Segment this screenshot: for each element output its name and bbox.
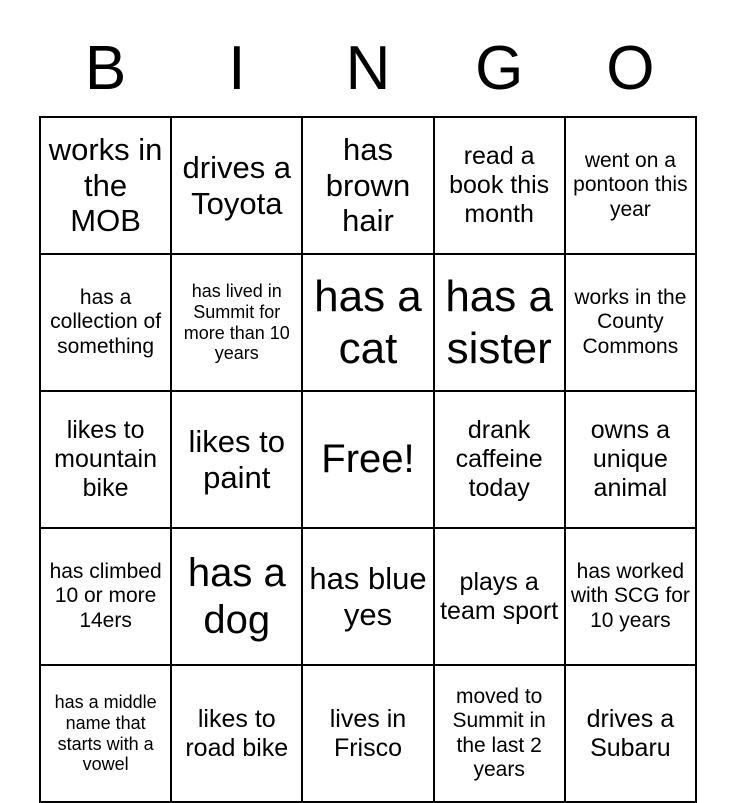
bingo-cell[interactable] [565, 665, 696, 802]
bingo-cell-label: drank caffeine today [455, 416, 543, 502]
bingo-cell-label: has a dog [187, 551, 286, 642]
bingo-cell[interactable] [302, 117, 433, 254]
bingo-cell-label: drives a Subaru [586, 704, 675, 762]
bingo-cell-label: has climbed 10 or more 14ers [49, 559, 162, 632]
bingo-cell-label: read a book this month [449, 142, 550, 228]
bingo-cell[interactable] [171, 665, 302, 802]
header-letter-n: N [345, 34, 391, 103]
bingo-cell-label: has a sister [445, 272, 553, 373]
bingo-cell-label: moved to Summit in the last 2 years [452, 684, 546, 781]
bingo-row [40, 391, 696, 528]
bingo-cell[interactable] [565, 117, 696, 254]
bingo-cell[interactable] [171, 391, 302, 528]
bingo-cell-label: has brown hair [325, 131, 411, 239]
bingo-header [40, 0, 696, 108]
header-letter-i: I [228, 34, 246, 103]
bingo-grid [39, 116, 697, 803]
bingo-cell[interactable] [40, 117, 171, 254]
bingo-cell-label: plays a team sport [440, 567, 559, 625]
bingo-cell-label: likes to paint [188, 423, 286, 495]
bingo-cell[interactable] [171, 117, 302, 254]
bingo-cell[interactable] [302, 254, 433, 391]
bingo-cell-label: has a middle name that starts with a vowel [54, 691, 157, 775]
bingo-cell[interactable] [171, 254, 302, 391]
bingo-row [40, 528, 696, 665]
bingo-cell-label: lives in Frisco [329, 704, 407, 762]
header-letter-g: G [475, 34, 524, 103]
bingo-cell-label: owns a unique animal [590, 416, 670, 502]
bingo-cell-label: has worked with SCG for 10 years [570, 559, 690, 632]
bingo-cell-label: works in the MOB [48, 131, 163, 239]
bingo-cell-label: has lived in Summit for more than 10 years [183, 280, 290, 364]
bingo-cell[interactable] [40, 254, 171, 391]
bingo-cell-label: Free! [321, 437, 415, 482]
bingo-cell-label: has blue yes [309, 560, 427, 632]
bingo-cell[interactable] [434, 528, 565, 665]
bingo-cell[interactable] [40, 391, 171, 528]
bingo-cell[interactable] [302, 665, 433, 802]
header-letter-o: O [606, 34, 655, 103]
bingo-cell-label: has a collection of something [50, 285, 162, 358]
bingo-cell-label: went on a pontoon this year [573, 148, 688, 221]
bingo-cell-label: likes to road bike [185, 704, 289, 762]
bingo-cell[interactable] [434, 117, 565, 254]
bingo-cell-free[interactable] [302, 391, 433, 528]
bingo-cell[interactable] [171, 528, 302, 665]
bingo-cell[interactable] [565, 391, 696, 528]
bingo-cell[interactable] [434, 665, 565, 802]
bingo-cell-label: drives a Toyota [182, 149, 292, 221]
bingo-cell-label: works in the County Commons [574, 285, 687, 358]
bingo-cell[interactable] [434, 254, 565, 391]
bingo-cell[interactable] [434, 391, 565, 528]
bingo-cell[interactable] [40, 665, 171, 802]
bingo-cell[interactable] [302, 528, 433, 665]
bingo-row [40, 254, 696, 391]
bingo-cell[interactable] [565, 528, 696, 665]
bingo-cell-label: has a cat [314, 272, 422, 373]
bingo-row [40, 665, 696, 802]
bingo-row [40, 117, 696, 254]
header-letter-b: B [84, 34, 127, 103]
bingo-cell[interactable] [565, 254, 696, 391]
bingo-cell-label: likes to mountain bike [54, 416, 158, 502]
bingo-cell[interactable] [40, 528, 171, 665]
